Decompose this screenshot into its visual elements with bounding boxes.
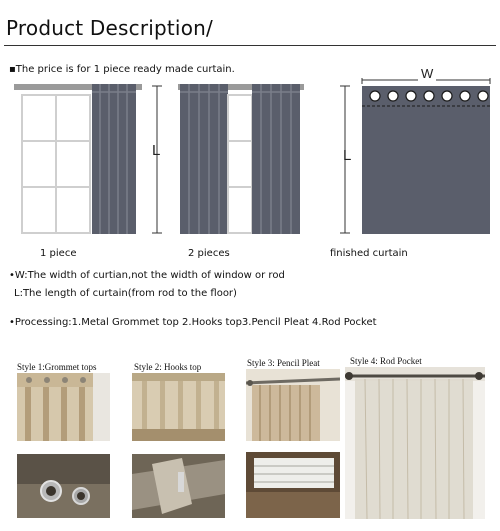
two-pieces-illustration — [178, 84, 304, 234]
grommet-top-photo — [17, 373, 110, 441]
hooks-detail-photo — [132, 454, 225, 518]
length-note: L:The length of curtain(from rod to the floor) — [14, 288, 237, 299]
curtain-panel-right — [252, 84, 300, 234]
window-frame — [22, 95, 90, 233]
finished-curtain-panel — [362, 86, 490, 234]
finished-length-label: L — [343, 147, 352, 164]
width-label: W — [421, 66, 434, 81]
pencil-pleat-detail-photo — [246, 452, 340, 518]
hooks-top-photo — [132, 373, 225, 441]
window-frame — [228, 95, 252, 233]
page-title: Product Description/ — [6, 16, 213, 40]
curtain-size-diagram — [0, 78, 500, 253]
style-4-caption: Style 4: Rod Pocket — [350, 356, 422, 366]
price-note: ▪The price is for 1 piece ready made curtain. — [9, 64, 235, 75]
pencil-pleat-photo — [246, 369, 340, 441]
style-3-caption: Style 3: Pencil Pleat — [247, 358, 320, 368]
one-piece-illustration — [14, 84, 142, 234]
length-indicator — [152, 86, 162, 233]
curtain-panel — [92, 84, 136, 234]
width-note: •W:The width of curtian,not the width of window or rod — [9, 270, 285, 281]
processing-note: •Processing:1.Metal Grommet top 2.Hooks top3.Pencil Pleat 4.Rod Pocket — [9, 317, 377, 328]
finished-curtain-caption: finished curtain — [330, 248, 408, 259]
curtain-panel-left — [180, 84, 228, 234]
grommet-detail-photo — [17, 454, 110, 518]
two-pieces-caption: 2 pieces — [188, 248, 230, 259]
rod-pocket-photo — [345, 367, 485, 519]
length-label: L — [152, 142, 161, 159]
style-1-caption: Style 1:Grommet tops — [17, 362, 97, 372]
title-divider — [4, 45, 496, 46]
style-2-caption: Style 2: Hooks top — [134, 362, 202, 372]
finished-curtain-illustration — [340, 78, 490, 234]
one-piece-caption: 1 piece — [40, 248, 77, 259]
